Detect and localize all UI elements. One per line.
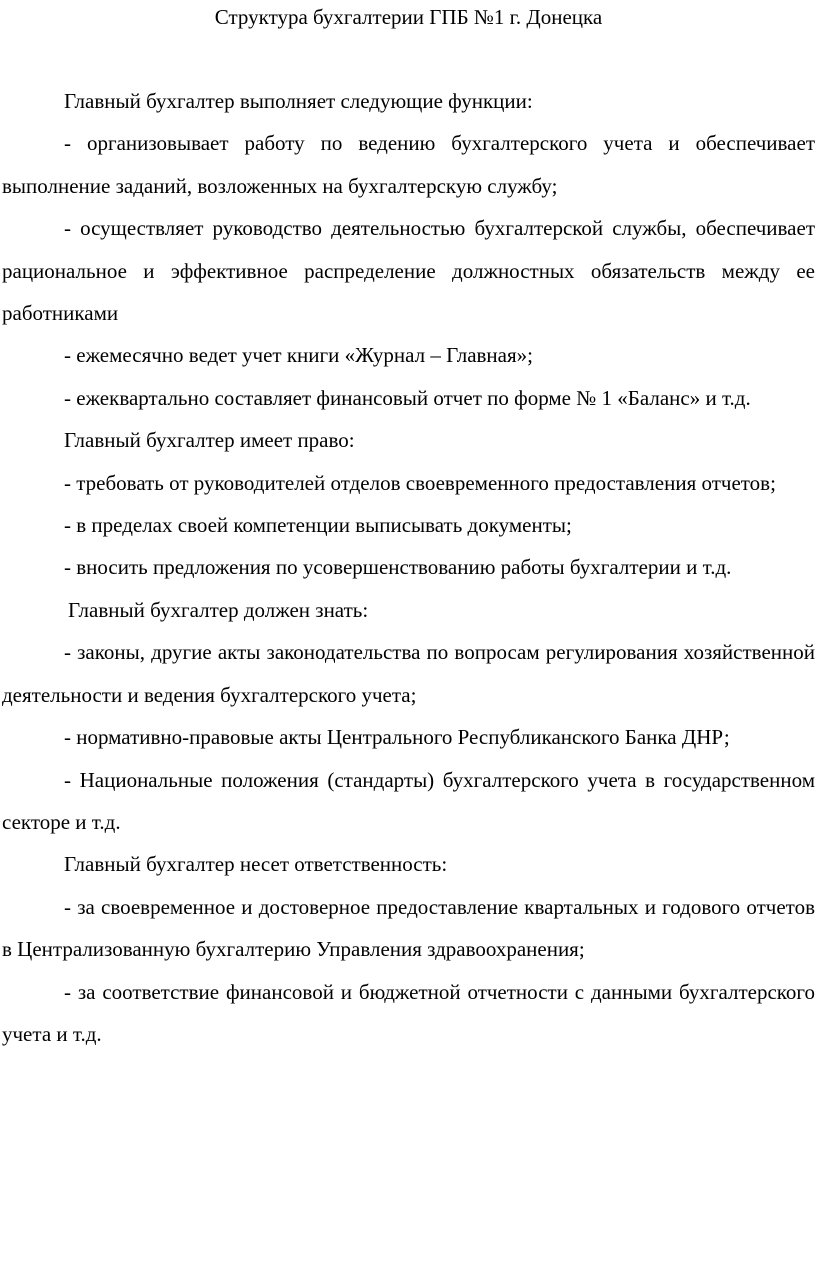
responsibility-item-1: - за своевременное и достоверное предоставление квартальных и годового отчетов в Централизованную бухгалтерию Управления здравоохранения; bbox=[2, 894, 815, 962]
duty-item-3: - ежемесячно ведет учет книги «Журнал – Главная»; bbox=[64, 343, 533, 368]
right-item-3: - вносить предложения по усовершенствованию работы бухгалтерии и т.д. bbox=[64, 555, 732, 580]
right-item-1: - требовать от руководителей отделов своевременного предоставления отчетов; bbox=[64, 470, 776, 495]
knowledge-heading: Главный бухгалтер должен знать: bbox=[68, 597, 369, 622]
rights-heading: Главный бухгалтер имеет право: bbox=[64, 428, 355, 453]
title-spacer bbox=[2, 36, 815, 80]
duty-item-2: - осуществляет руководство деятельностью бухгалтерской службы, обеспечивает рациональное и эффективное распределение должностных обязательств между ее работниками bbox=[2, 216, 815, 326]
document-title: Структура бухгалтерии ГПБ №1 г. Донецка bbox=[214, 5, 603, 29]
knowledge-item-1: - законы, другие акты законодательства по вопросам регулирования хозяйственной деятельности и ведения бухгалтерского учета; bbox=[2, 640, 815, 707]
duty-item-4: - ежеквартально составляет финансовый отчет по форме № 1 «Баланс» и т.д. bbox=[64, 385, 751, 410]
duty-item-1: - организовывает работу по ведению бухгалтерского учета и обеспечивает выполнение заданий, возложенных на бухгалтерскую службу; bbox=[2, 131, 815, 198]
responsibility-heading: Главный бухгалтер несет ответственность: bbox=[64, 852, 448, 877]
right-item-2: - в пределах своей компетенции выписывать документы; bbox=[64, 513, 572, 538]
knowledge-item-3: - Национальные положения (стандарты) бухгалтерского учета в государственном секторе и т.д. bbox=[2, 767, 815, 834]
responsibility-item-2: - за соответствие финансовой и бюджетной отчетности с данными бухгалтерского учета и т.д. bbox=[2, 979, 815, 1046]
knowledge-item-2: - нормативно-правовые акты Центрального Республиканского Банка ДНР; bbox=[64, 725, 730, 750]
duties-heading: Главный бухгалтер выполняет следующие функции: bbox=[64, 89, 533, 113]
